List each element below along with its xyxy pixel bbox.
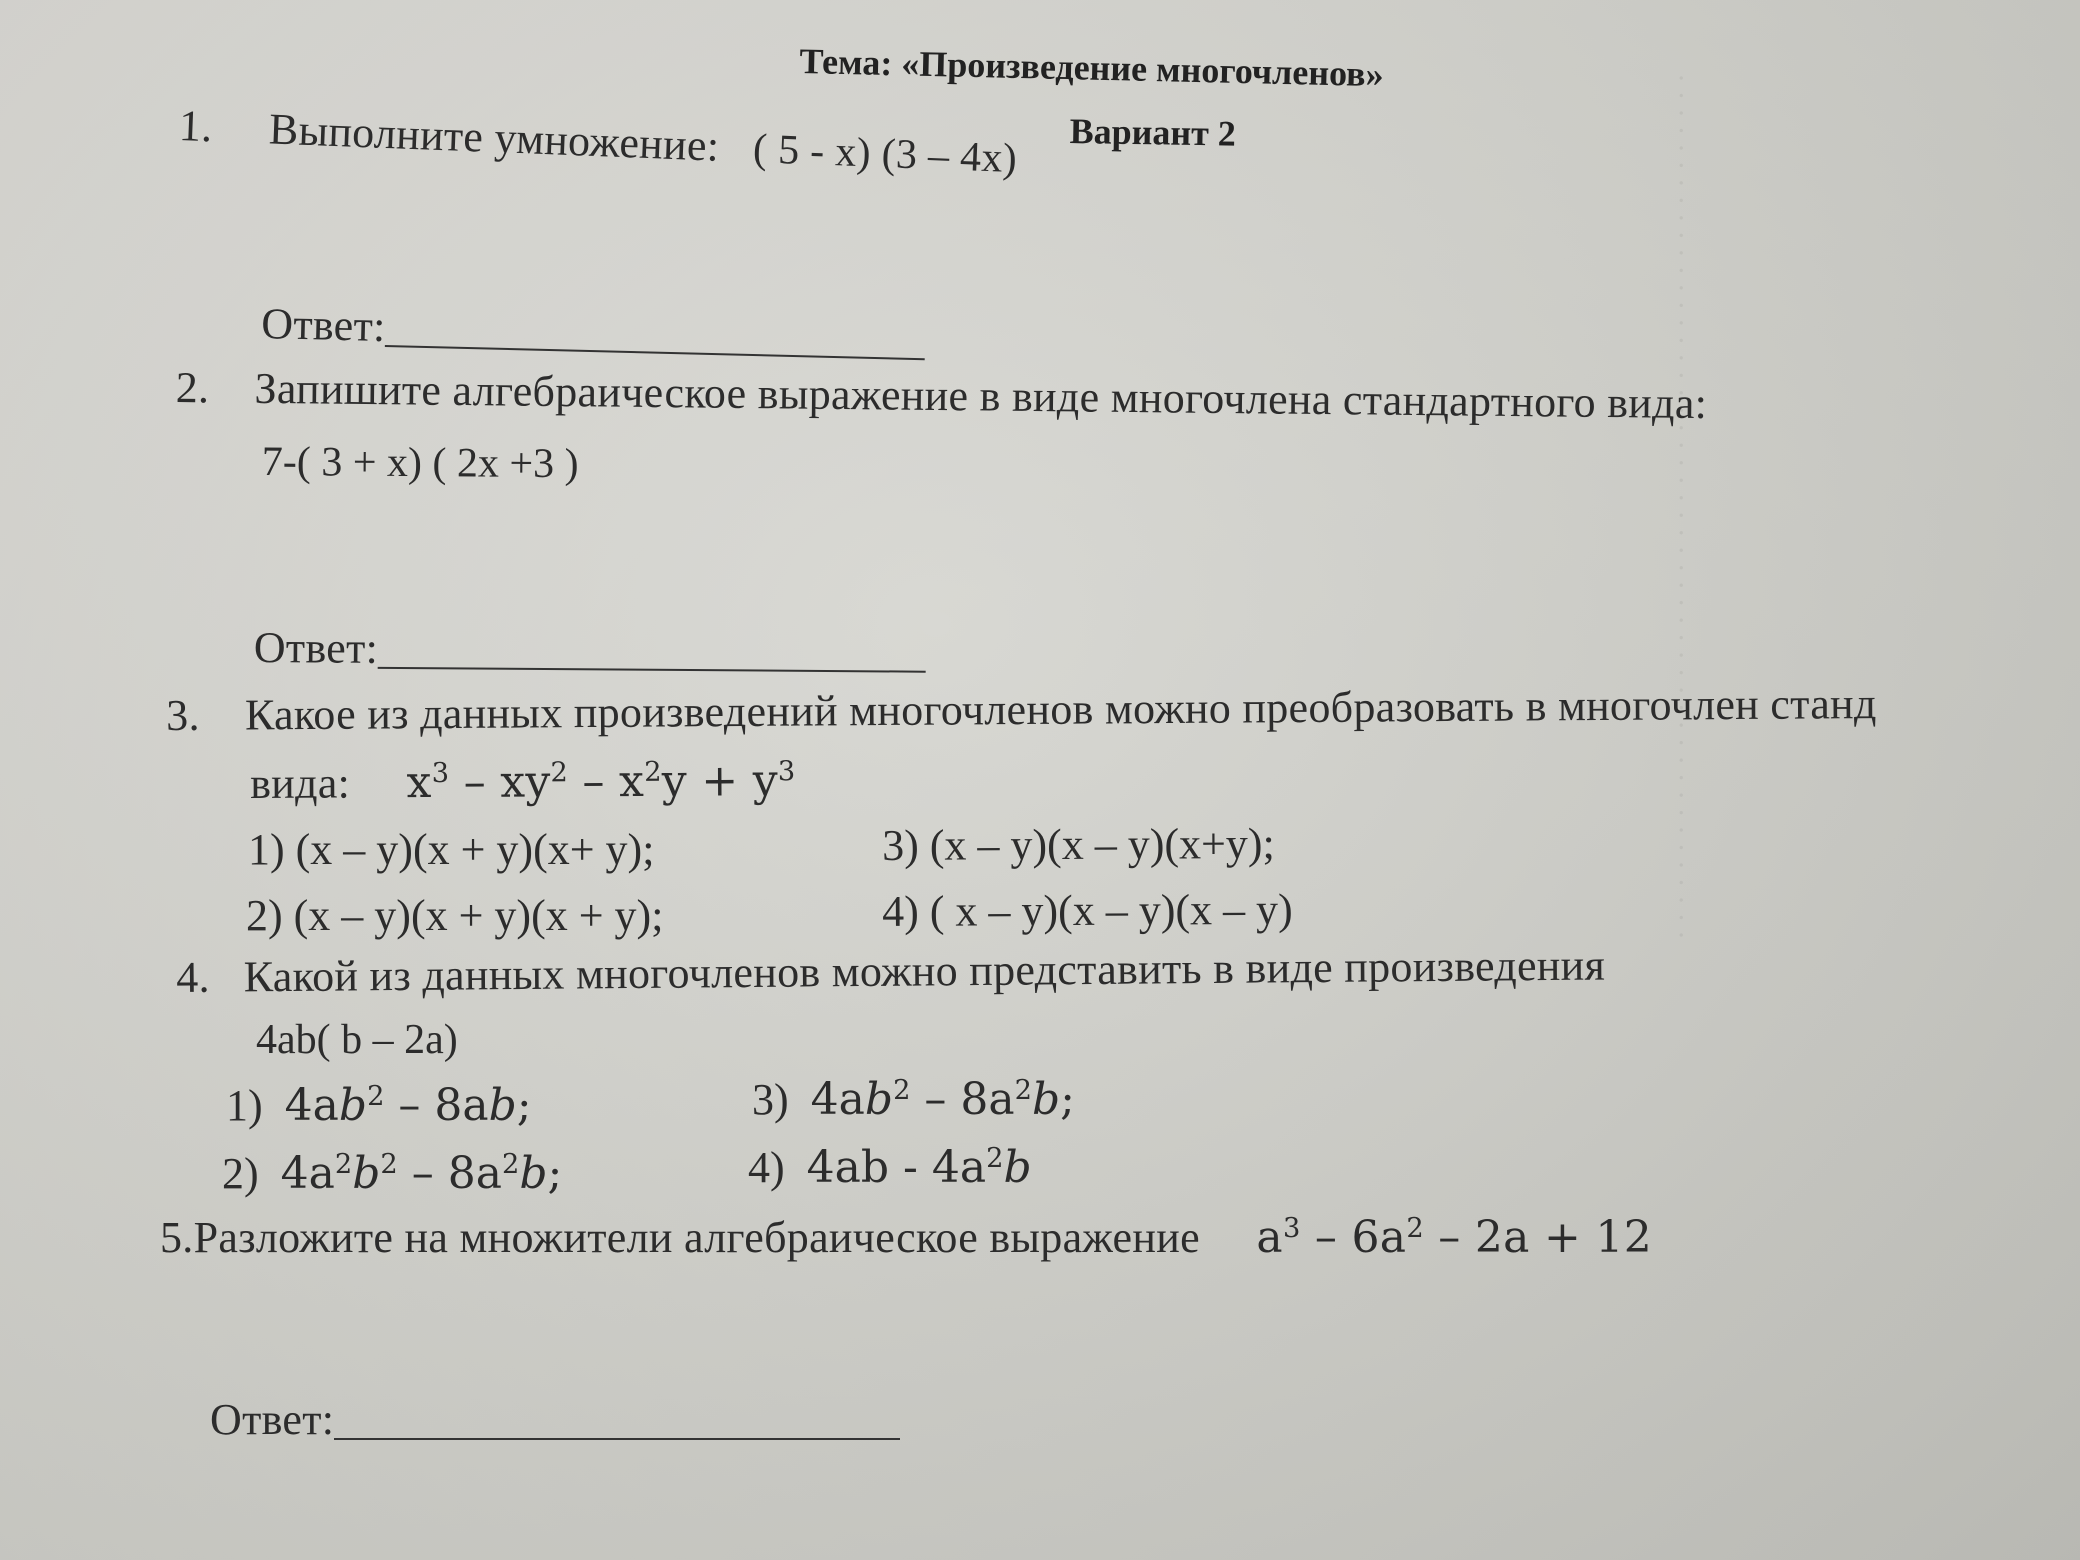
task-1-expression: ( 5 - x) (3 – 4x) [752, 126, 1018, 183]
worksheet-topic: Тема: «Произведение многочленов» [799, 40, 1385, 95]
task-3-text: Какое из данных произведений многочленов можно преобразовать в многочлен станд [244, 679, 1877, 740]
worksheet-variant: Вариант 2 [1069, 110, 1237, 154]
task-2-expression: 7-( 3 + x) ( 2x +3 ) [261, 438, 579, 488]
task-5-text: Разложите на множители алгебраическое выражение [193, 1213, 1200, 1262]
task-3-option-1[interactable]: 1) (x – y)(x + y)(x+ y); [248, 825, 655, 874]
task-5-answer-line[interactable] [334, 1438, 900, 1440]
task-4-option-1[interactable] [226, 1080, 532, 1131]
task-2-number: 2. [175, 362, 210, 413]
task-4-option-2-math: $4a^2b^2 - 8a^2b$; [280, 1148, 563, 1199]
task-4-option-3-number: 3) [752, 1075, 789, 1124]
bleed-through-text: · · · · · · · · · · · · · · · · · · · · · · · · · · · · · · · · · · · · · · · · · · · · · · · · · · [1665, 72, 1698, 940]
task-4-option-2[interactable] [222, 1148, 562, 1199]
task-4-option-1-math: $4ab^2 - 8ab$; [284, 1080, 532, 1131]
task-3-option-3[interactable]: 3) (x – y)(x – y)(x+y); [882, 818, 1275, 870]
task-1-answer [261, 298, 926, 365]
task-4 [176, 940, 1605, 1003]
task-2-answer-label: Ответ: [253, 623, 379, 673]
task-3-option-4[interactable]: 4) ( x – y)(x – y)(x – y) [882, 884, 1293, 936]
task-4-option-3-math: $4ab^2 - 8a^2b$; [810, 1074, 1075, 1125]
task-4-number: 4. [176, 952, 211, 1002]
task-4-text: Какой из данных многочленов можно представить в виде произведения [243, 940, 1606, 1002]
task-4-option-4-math: $4ab - 4a^2b$ [806, 1142, 1032, 1193]
task-2-text: Запишите алгебраическое выражение в виде многочлена стандартного вида: [254, 363, 1708, 429]
task-2-answer [254, 622, 927, 678]
task-3-number: 3. [166, 690, 200, 740]
task-4-option-1-number: 1) [226, 1081, 263, 1130]
task-4-option-2-number: 2) [222, 1149, 259, 1198]
task-3-option-2[interactable]: 2) (x – y)(x + y)(x + y); [246, 891, 664, 940]
task-2-answer-line[interactable] [378, 667, 926, 673]
task-5-answer-label: Ответ: [210, 1395, 335, 1444]
task-4-option-4[interactable] [748, 1142, 1032, 1193]
task-1-answer-label: Ответ: [260, 298, 387, 352]
task-3-target-polynomial: $x^3 - xy^2 - x^2y + y^3$ [406, 755, 796, 809]
task-5 [160, 1212, 1652, 1263]
task-5-answer [210, 1394, 900, 1445]
task-1-answer-line[interactable] [385, 345, 925, 360]
task-3-line2 [250, 755, 796, 809]
task-2 [175, 362, 1707, 429]
task-3-vida-label: вида: [250, 758, 351, 808]
task-1-text: Выполните умножение: [268, 104, 721, 171]
task-5-expression: $a^3 - 6a^2 - 2a + 12$ [1256, 1212, 1652, 1263]
task-3 [166, 678, 1877, 741]
task-4-option-4-number: 4) [748, 1143, 785, 1192]
task-4-option-3[interactable] [752, 1074, 1075, 1125]
task-1-number: 1. [178, 100, 214, 152]
task-4-expression: 4ab( b – 2a) [256, 1017, 458, 1063]
task-5-number: 5. [160, 1213, 194, 1262]
task-1 [178, 100, 1018, 183]
